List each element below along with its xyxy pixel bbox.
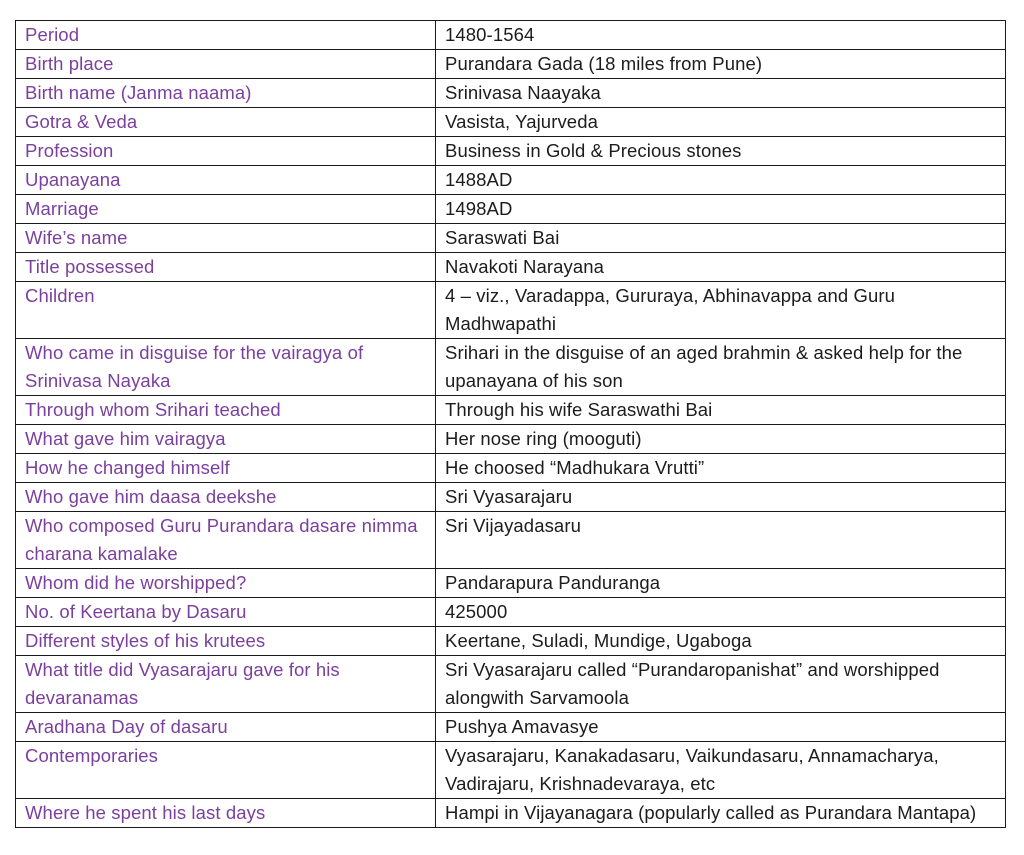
row-value: Her nose ring (mooguti) (436, 425, 1006, 454)
row-value: Business in Gold & Precious stones (436, 137, 1006, 166)
row-value: Vyasarajaru, Kanakadasaru, Vaikundasaru, Annamacharya, Vadirajaru, Krishnadevaraya, etc (436, 742, 1006, 799)
row-label: Through whom Srihari teached (16, 396, 436, 425)
row-label: Where he spent his last days (16, 799, 436, 828)
row-value: Hampi in Vijayanagara (popularly called as Purandara Mantapa) (436, 799, 1006, 828)
row-value: Srihari in the disguise of an aged brahmin & asked help for the upanayana of his son (436, 339, 1006, 396)
row-value: Navakoti Narayana (436, 253, 1006, 282)
row-value: 425000 (436, 598, 1006, 627)
table-row (16, 166, 1006, 195)
row-value: Vasista, Yajurveda (436, 108, 1006, 137)
table-row (16, 195, 1006, 224)
table-row (16, 253, 1006, 282)
table-row (16, 742, 1006, 799)
row-label: Profession (16, 137, 436, 166)
table-row (16, 483, 1006, 512)
row-label: Title possessed (16, 253, 436, 282)
row-label: What title did Vyasarajaru gave for his devaranamas (16, 656, 436, 713)
row-label: Gotra & Veda (16, 108, 436, 137)
row-label: Who composed Guru Purandara dasare nimma charana kamalake (16, 512, 436, 569)
table-row (16, 137, 1006, 166)
table-row (16, 425, 1006, 454)
table-row (16, 224, 1006, 253)
info-table-body (16, 21, 1006, 828)
row-value: Through his wife Saraswathi Bai (436, 396, 1006, 425)
table-row (16, 282, 1006, 339)
row-label: Contemporaries (16, 742, 436, 799)
row-label: Aradhana Day of dasaru (16, 713, 436, 742)
table-row (16, 454, 1006, 483)
info-table (15, 20, 1006, 828)
table-row (16, 569, 1006, 598)
row-label: Wife’s name (16, 224, 436, 253)
row-label: No. of Keertana by Dasaru (16, 598, 436, 627)
table-row (16, 799, 1006, 828)
row-value: Sri Vijayadasaru (436, 512, 1006, 569)
row-value: Pushya Amavasye (436, 713, 1006, 742)
table-row (16, 396, 1006, 425)
row-value: 1488AD (436, 166, 1006, 195)
row-label: Birth place (16, 50, 436, 79)
row-value: Saraswati Bai (436, 224, 1006, 253)
row-value: Sri Vyasarajaru (436, 483, 1006, 512)
row-label: Different styles of his krutees (16, 627, 436, 656)
row-label: Who came in disguise for the vairagya of Srinivasa Nayaka (16, 339, 436, 396)
table-row (16, 339, 1006, 396)
table-row (16, 50, 1006, 79)
table-row (16, 108, 1006, 137)
row-label: What gave him vairagya (16, 425, 436, 454)
row-label: How he changed himself (16, 454, 436, 483)
row-label: Children (16, 282, 436, 339)
row-value: Purandara Gada (18 miles from Pune) (436, 50, 1006, 79)
row-label: Upanayana (16, 166, 436, 195)
row-value: He choosed “Madhukara Vrutti” (436, 454, 1006, 483)
row-label: Marriage (16, 195, 436, 224)
row-value: Srinivasa Naayaka (436, 79, 1006, 108)
table-row (16, 713, 1006, 742)
row-label: Who gave him daasa deekshe (16, 483, 436, 512)
row-value: Pandarapura Panduranga (436, 569, 1006, 598)
row-value: 1480-1564 (436, 21, 1006, 50)
row-label: Birth name (Janma naama) (16, 79, 436, 108)
row-value: Keertane, Suladi, Mundige, Ugaboga (436, 627, 1006, 656)
row-value: Sri Vyasarajaru called “Purandaropanishat” and worshipped alongwith Sarvamoola (436, 656, 1006, 713)
row-label: Whom did he worshipped? (16, 569, 436, 598)
table-row (16, 627, 1006, 656)
row-value: 1498AD (436, 195, 1006, 224)
table-row (16, 656, 1006, 713)
table-row (16, 598, 1006, 627)
table-row (16, 79, 1006, 108)
row-value: 4 – viz., Varadappa, Gururaya, Abhinavappa and Guru Madhwapathi (436, 282, 1006, 339)
row-label: Period (16, 21, 436, 50)
table-row (16, 21, 1006, 50)
table-row (16, 512, 1006, 569)
